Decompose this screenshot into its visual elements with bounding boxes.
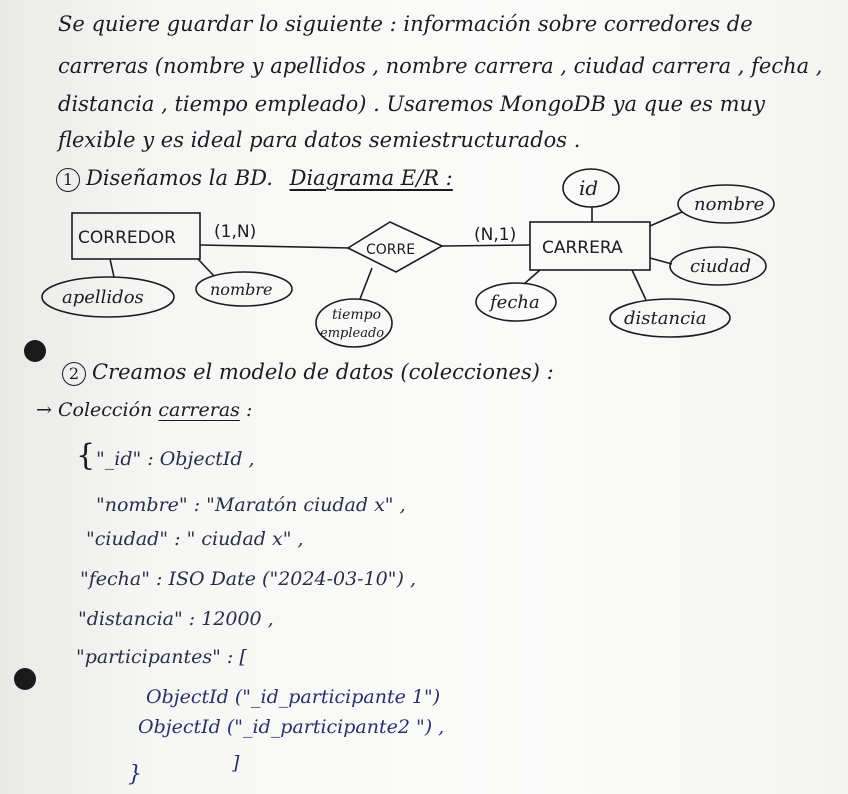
code-line-ciudad: "ciudad" : " ciudad x" , bbox=[86, 528, 304, 550]
entity-corredor-label: CORREDOR bbox=[78, 228, 176, 248]
attr-nombre-carrera-label: nombre bbox=[694, 194, 765, 215]
step2-heading bbox=[62, 358, 554, 386]
diagram-label: Diagrama E/R : bbox=[289, 166, 453, 190]
er-diagram bbox=[0, 0, 848, 360]
intro-line-3: distancia , tiempo empleado) . Usaremos MongoDB ya que es muy bbox=[58, 92, 765, 116]
link-tiempo bbox=[360, 268, 372, 299]
close-brace: } bbox=[128, 762, 142, 787]
attr-apellidos-label: apellidos bbox=[62, 287, 144, 308]
code-line-fecha: "fecha" : ISO Date ("2024-03-10") , bbox=[80, 568, 416, 590]
attr-tiempo-label-2: empleado bbox=[320, 326, 385, 341]
code-line-participant-2: ObjectId ("_id_participante2 ") , bbox=[138, 716, 445, 738]
entity-carrera-label: CARRERA bbox=[542, 238, 623, 258]
step1-number: 1 bbox=[56, 168, 80, 192]
link-ciudad bbox=[650, 258, 672, 264]
step2-number: 2 bbox=[62, 362, 86, 386]
attr-fecha-label: fecha bbox=[490, 292, 540, 313]
intro-line-4: flexible y es ideal para datos semiestructurados . bbox=[58, 128, 581, 152]
collection-arrow: → bbox=[36, 399, 52, 421]
attr-distancia-label: distancia bbox=[624, 308, 707, 329]
step1-text: Diseñamos la BD. bbox=[86, 166, 273, 190]
link-nombre-corredor bbox=[198, 259, 214, 276]
code-line-id: "_id" : ObjectId , bbox=[96, 448, 255, 470]
cardinality-left: (1,N) bbox=[214, 222, 257, 242]
cardinality-right: (N,1) bbox=[474, 225, 517, 245]
collection-heading bbox=[36, 396, 252, 424]
open-brace: { bbox=[76, 438, 96, 473]
close-bracket: ] bbox=[232, 752, 240, 774]
collection-colon: : bbox=[245, 399, 253, 421]
link-corredor-corre bbox=[200, 245, 350, 248]
collection-name: carreras bbox=[158, 399, 240, 421]
code-line-distancia: "distancia" : 12000 , bbox=[78, 608, 274, 630]
code-line-nombre: "nombre" : "Maratón ciudad x" , bbox=[96, 494, 406, 516]
attr-id-label: id bbox=[579, 176, 599, 200]
code-line-participantes: "participantes" : [ bbox=[76, 646, 247, 668]
attr-tiempo-label-1: tiempo bbox=[332, 307, 382, 323]
link-nombre-carrera bbox=[650, 212, 682, 226]
relation-corre-label: CORRE bbox=[366, 242, 416, 258]
link-apellidos bbox=[110, 259, 114, 277]
attr-nombre-corredor-label: nombre bbox=[210, 280, 273, 299]
step2-text: Creamos el modelo de datos (colecciones) : bbox=[92, 360, 554, 384]
binder-hole-bottom bbox=[14, 668, 36, 690]
collection-label: Colección bbox=[57, 399, 153, 421]
intro-line-2: carreras (nombre y apellidos , nombre carrera , ciudad carrera , fecha , bbox=[58, 54, 823, 78]
attr-ciudad-label: ciudad bbox=[690, 256, 752, 277]
code-line-participant-1: ObjectId ("_id_participante 1") bbox=[146, 686, 441, 708]
intro-line-1: Se quiere guardar lo siguiente : información sobre corredores de bbox=[58, 12, 753, 36]
link-corre-carrera bbox=[442, 245, 530, 246]
link-distancia bbox=[632, 270, 646, 300]
link-fecha bbox=[524, 270, 540, 284]
